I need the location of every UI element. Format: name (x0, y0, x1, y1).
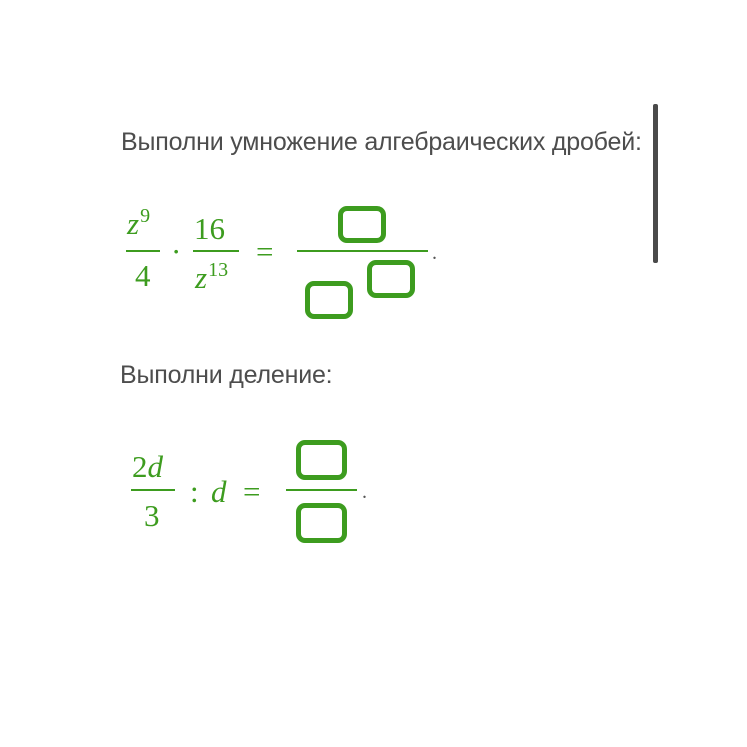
multiplication-instruction: Выполни умножение алгебраических дробей: (121, 128, 642, 156)
fraction1-numerator-exponent: 9 (140, 205, 151, 227)
division-instruction: Выполни деление: (120, 361, 333, 389)
scrollbar[interactable] (653, 104, 658, 263)
answer1-denominator-exponent-input[interactable] (367, 260, 415, 298)
equals-sign-2: = (243, 474, 261, 509)
answer2-denominator-input[interactable] (296, 503, 347, 543)
fraction1-numerator (127, 205, 151, 241)
fraction3-numerator-variable: d (147, 449, 163, 484)
fraction2-bar (193, 250, 239, 252)
fraction3-denominator: 3 (144, 498, 160, 533)
multiplication-operator: · (171, 234, 182, 269)
divisor-variable: d (211, 474, 227, 509)
answer2-numerator-input[interactable] (296, 440, 347, 480)
answer1-numerator-input[interactable] (338, 206, 386, 243)
fraction1-denominator: 4 (135, 258, 151, 293)
division-operator: : (190, 474, 199, 509)
fraction2-denominator (195, 259, 229, 295)
answer1-denominator-base-input[interactable] (305, 281, 353, 319)
fraction1-bar (126, 250, 160, 252)
equals-sign-1: = (256, 234, 274, 269)
answer2-fraction-bar (286, 489, 357, 491)
fraction1-numerator-base: z (127, 206, 140, 241)
answer1-fraction-bar (297, 250, 428, 252)
period-1: . (432, 242, 437, 264)
fraction3-numerator-coefficient: 2 (132, 449, 148, 484)
fraction2-numerator: 16 (194, 211, 225, 246)
fraction2-denominator-base: z (195, 260, 208, 295)
period-2: . (362, 481, 367, 503)
fraction2-denominator-exponent: 13 (208, 259, 229, 281)
fraction3-numerator (132, 451, 163, 482)
fraction3-bar (131, 489, 175, 491)
